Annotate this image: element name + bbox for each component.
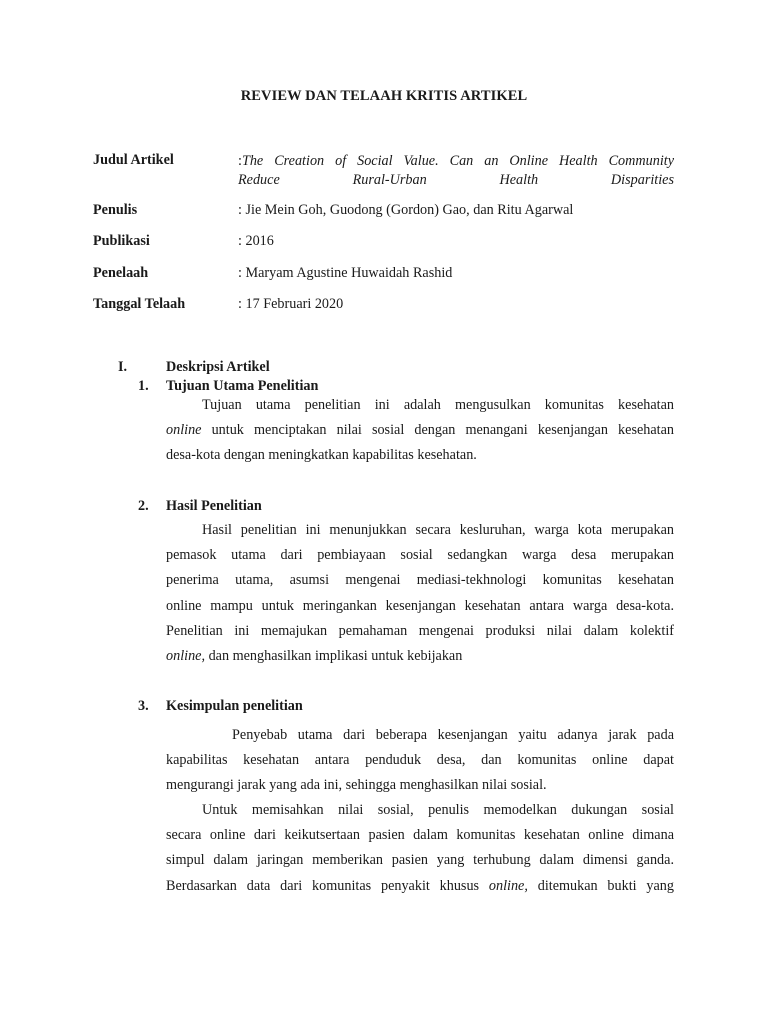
penulis-value: : Jie Mein Goh, Guodong (Gordon) Gao, dan Ritu Agarwal [238,202,574,218]
paragraph-line: online mampu untuk meringankan kesenjangan kesehatan antara warga desa-kota. [166,597,674,614]
subsection-1-title: Tujuan Utama Penelitian [166,378,319,394]
paragraph-line [166,874,674,899]
paragraph-line [166,644,674,669]
subsection-1-number: 1. [138,378,149,394]
subsection-3-number: 3. [138,698,149,714]
italic-online: online, [488,877,528,894]
italic-online: online, [166,647,206,664]
paragraph-line: penerima utama, asumsi mengenai mediasi-tekhnologi komunitas kesehatan [166,572,674,589]
paragraph-line: mengurangi jarak yang ada ini, sehingga menghasilkan nilai sosial. [166,777,547,794]
italic-online: online [166,422,202,439]
line-part: Berdasarkan data dari komunitas penyakit khusus [166,877,489,894]
section-1-title: Deskripsi Artikel [166,359,270,375]
publikasi-value: : 2016 [238,233,274,249]
tanggal-value: : 17 Februari 2020 [238,296,344,312]
line-rest: untuk menciptakan nilai sosial dengan menangani kesenjangan kesehatan [201,422,674,439]
paragraph-line: Penyebab utama dari beberapa kesenjangan yaitu adanya jarak pada [232,727,674,743]
judul-label: Judul Artikel [93,152,174,168]
paragraph-line: secara online dari keikutsertaan pasien dalam komunitas kesehatan online dimana [166,827,674,844]
judul-prefix: : [238,153,242,169]
subsection-3-title: Kesimpulan penelitian [166,698,303,714]
paragraph-line: desa-kota dengan meningkatkan kapabilitas kesehatan. [166,447,477,464]
paragraph-line: Tujuan utama penelitian ini adalah mengusulkan komunitas kesehatan [202,397,674,413]
subsection-1-paragraph [166,393,674,469]
line-rest: dan menghasilkan implikasi untuk kebijakan [205,647,463,664]
publikasi-label: Publikasi [93,233,150,249]
section-1-number: I. [118,359,128,375]
subsection-2-paragraph [166,518,674,669]
penelaah-label: Penelaah [93,265,149,281]
subsection-2-title: Hasil Penelitian [166,498,262,514]
penulis-label: Penulis [93,202,138,218]
paragraph-line: Penelitian ini memajukan pemahaman mengenai produksi nilai dalam kolektif [166,622,674,639]
paragraph-line: simpul dalam jaringan memberikan pasien yang terhubung dalam dimensi ganda. [166,852,674,869]
paragraph-line: kapabilitas kesehatan antara penduduk desa, dan komunitas online dapat [166,752,674,769]
judul-line-1 [238,152,674,171]
paragraph-line [166,418,674,443]
line-part: ditemukan bukti yang [527,877,674,894]
subsection-2-number: 2. [138,498,149,514]
judul-line-2: Reduce Rural-Urban Health Disparities [238,172,674,188]
document-title: REVIEW DAN TELAAH KRITIS ARTIKEL [240,88,528,104]
tanggal-label: Tanggal Telaah [93,296,186,312]
paragraph-line: pemasok utama dari pembiayaan sosial sedangkan warga desa merupakan [166,547,674,564]
subsection-3-paragraph-2 [166,798,674,899]
paragraph-line: Untuk memisahkan nilai sosial, penulis memodelkan dukungan sosial [202,802,674,818]
penelaah-value: : Maryam Agustine Huwaidah Rashid [238,265,453,281]
paragraph-line: Hasil penelitian ini menunjukkan secara kesluruhan, warga kota merupakan [202,522,674,538]
subsection-3-paragraph-1 [166,723,674,799]
judul-text-1: The Creation of Social Value. Can an Online Health Community [241,153,674,169]
judul-value [238,152,674,190]
